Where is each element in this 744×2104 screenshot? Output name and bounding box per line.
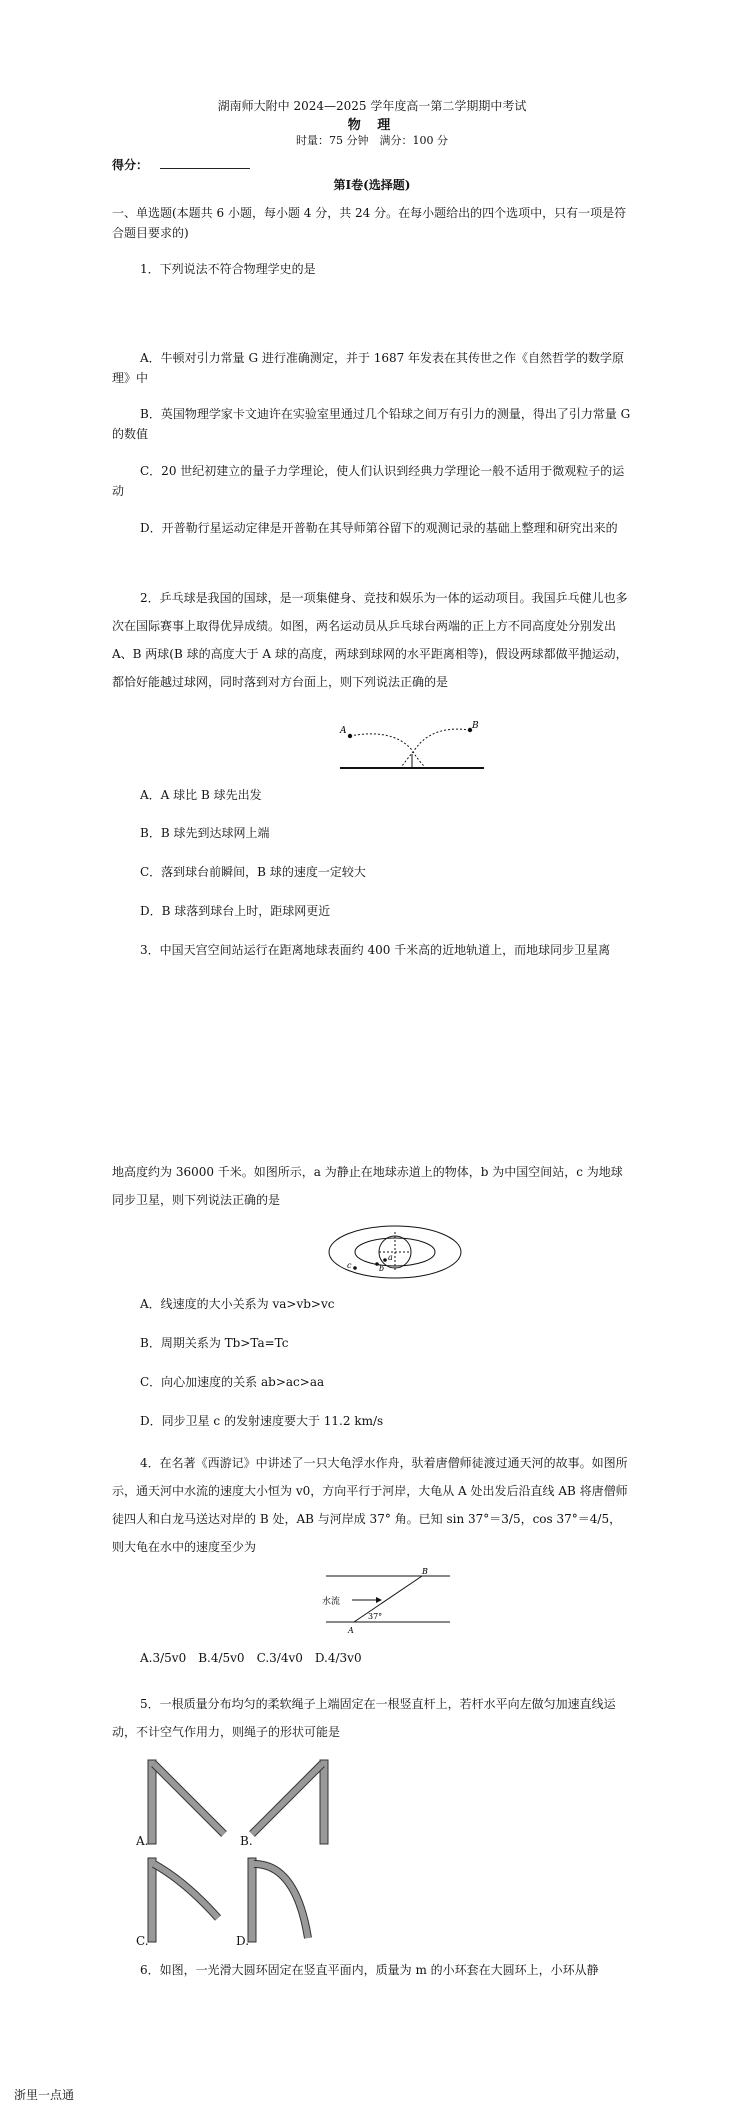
rope-fill [252,1764,322,1834]
q2-figure [338,720,488,780]
rod [320,1760,328,1844]
q5-label-a: A. [136,1834,149,1848]
q3-option-d: D．同步卫星 c 的发射速度要大于 11.2 km/s [140,1414,384,1428]
q5-figure-d [236,1852,336,1944]
exam-title: 湖南师大附中 2024—2025 学年度高一第二学期期中考试 [217,99,527,113]
score-label: 得分： [112,158,149,172]
q5-label-c: C. [136,1934,149,1948]
trajectory-a [350,734,424,766]
path-ab [354,1576,422,1622]
fig-label-b: B [422,1567,428,1576]
q2-stem: 2．乒乓球是我国的国球，是一项集健身、竞技和娱乐为一体的运动项目。我国乒乓健儿也多次在国际赛事上取得优异成绩。如图，两名运动员从乒乓球台两端的正上方不同高度处分别发出 A、B 两球(B 球的高度大于 A 球的高度，两球到球网的水平距离相等)，假设两球都做平抛运动，都恰好能越过球网，同时落到对方台面上，则下列说法正确的是 [112,591,628,689]
q5-figure-b [240,1754,340,1846]
volume-title: 第Ⅰ卷(选择题) [333,178,411,192]
q2-option-c: C．落到球台前瞬间，B 球的速度一定较大 [140,865,366,879]
flow-arrow-head [376,1597,382,1603]
q1-option-a: A．牛顿对引力常量 G 进行准确测定，并于 1687 年发表在其传世之作《自然哲学的数学原理》中 [112,351,625,385]
fig-label-c: c [347,1261,352,1270]
fig-label-a: a [388,1253,393,1262]
q2-option-a: A．A 球比 B 球先出发 [140,788,262,802]
q3-stem-part1: 3．中国天宫空间站运行在距离地球表面约 400 千米高的近地轨道上，而地球同步卫星离 [140,943,611,957]
q5-label-b: B. [240,1834,253,1848]
q5-figure-a [136,1754,236,1846]
q3-stem-part2: 地高度约为 36000 千米。如图所示，a 为静止在地球赤道上的物体，b 为中国空间站，c 为地球同步卫星，则下列说法正确的是 [112,1165,623,1207]
fig-angle-label: 37° [368,1612,383,1621]
q4-stem: 4．在名著《西游记》中讲述了一只大龟浮水作舟，驮着唐僧师徒渡过通天河的故事。如图所示，通天河中水流的速度大小恒为 v0，方向平行于河岸，大龟从 A 处出发后沿直线 AB 将唐僧师徒四人和白龙马送达对岸的 B 处，AB 与河岸成 37° 角。已知 sin 37°＝3/5，cos 37°＝4/5，则大龟在水中的速度至少为 [112,1456,628,1554]
object-a [383,1258,387,1262]
q3-option-a: A．线速度的大小关系为 va>vb>vc [140,1297,335,1311]
q4-options: A.3/5v0 B.4/5v0 C.3/4v0 D.4/3v0 [140,1651,362,1665]
fig-flow-label: 水流 [322,1597,341,1607]
q1-option-c: C．20 世纪初建立的量子力学理论，使人们认识到经典力学理论一般不适用于微观粒子的运动 [112,464,625,498]
q4-figure [318,1566,458,1636]
rod [148,1858,156,1942]
rope-fill [154,1764,224,1834]
q2-option-d: D．B 球落到球台上时，距球网更近 [140,904,331,918]
object-c [353,1266,357,1270]
section-heading: 一、单选题(本题共 6 小题，每小题 4 分，共 24 分。在每小题给出的四个选项中，只有一项是符合题目要求的) [112,206,627,240]
score-blank [160,168,250,169]
q5-stem: 5．一根质量分布均匀的柔软绳子上端固定在一根竖直杆上，若杆水平向左做匀加速直线运动，不计空气作用力，则绳子的形状可能是 [112,1697,616,1739]
fig-label-b: b [379,1264,385,1273]
fig-label-a: A [348,1626,354,1635]
q6-stem: 6．如图，一光滑大圆环固定在竖直平面内，质量为 m 的小环套在大圆环上，小环从静 [140,1963,599,1977]
q5-figure-c [136,1852,236,1944]
rod [148,1760,156,1844]
rod [248,1858,256,1942]
q3-option-c: C．向心加速度的关系 ab>ac>aa [140,1375,325,1389]
q5-label-d: D. [236,1934,250,1948]
footer-watermark: 浙里一点通 [14,2088,75,2102]
q1-option-b: B．英国物理学家卡文迪许在实验室里通过几个铅球之间万有引力的测量，得出了引力常量 G 的数值 [112,407,631,441]
ball-a [348,734,352,738]
q3-option-b: B．周期关系为 Tb>Ta=Tc [140,1336,289,1350]
fig-label-b: B [472,721,479,731]
q1-option-d: D．开普勒行星运动定律是开普勒在其导师第谷留下的观测记录的基础上整理和研究出来的 [140,521,618,535]
rope-fill [254,1864,308,1938]
q1-stem: 1．下列说法不符合物理学史的是 [140,262,316,276]
q3-figure [325,1222,465,1282]
subject-title: 物 理 [347,118,397,133]
exam-meta: 时量：75 分钟 满分：100 分 [296,134,448,147]
fig-label-a: A [340,726,347,736]
q2-option-b: B．B 球先到达球网上端 [140,826,270,840]
